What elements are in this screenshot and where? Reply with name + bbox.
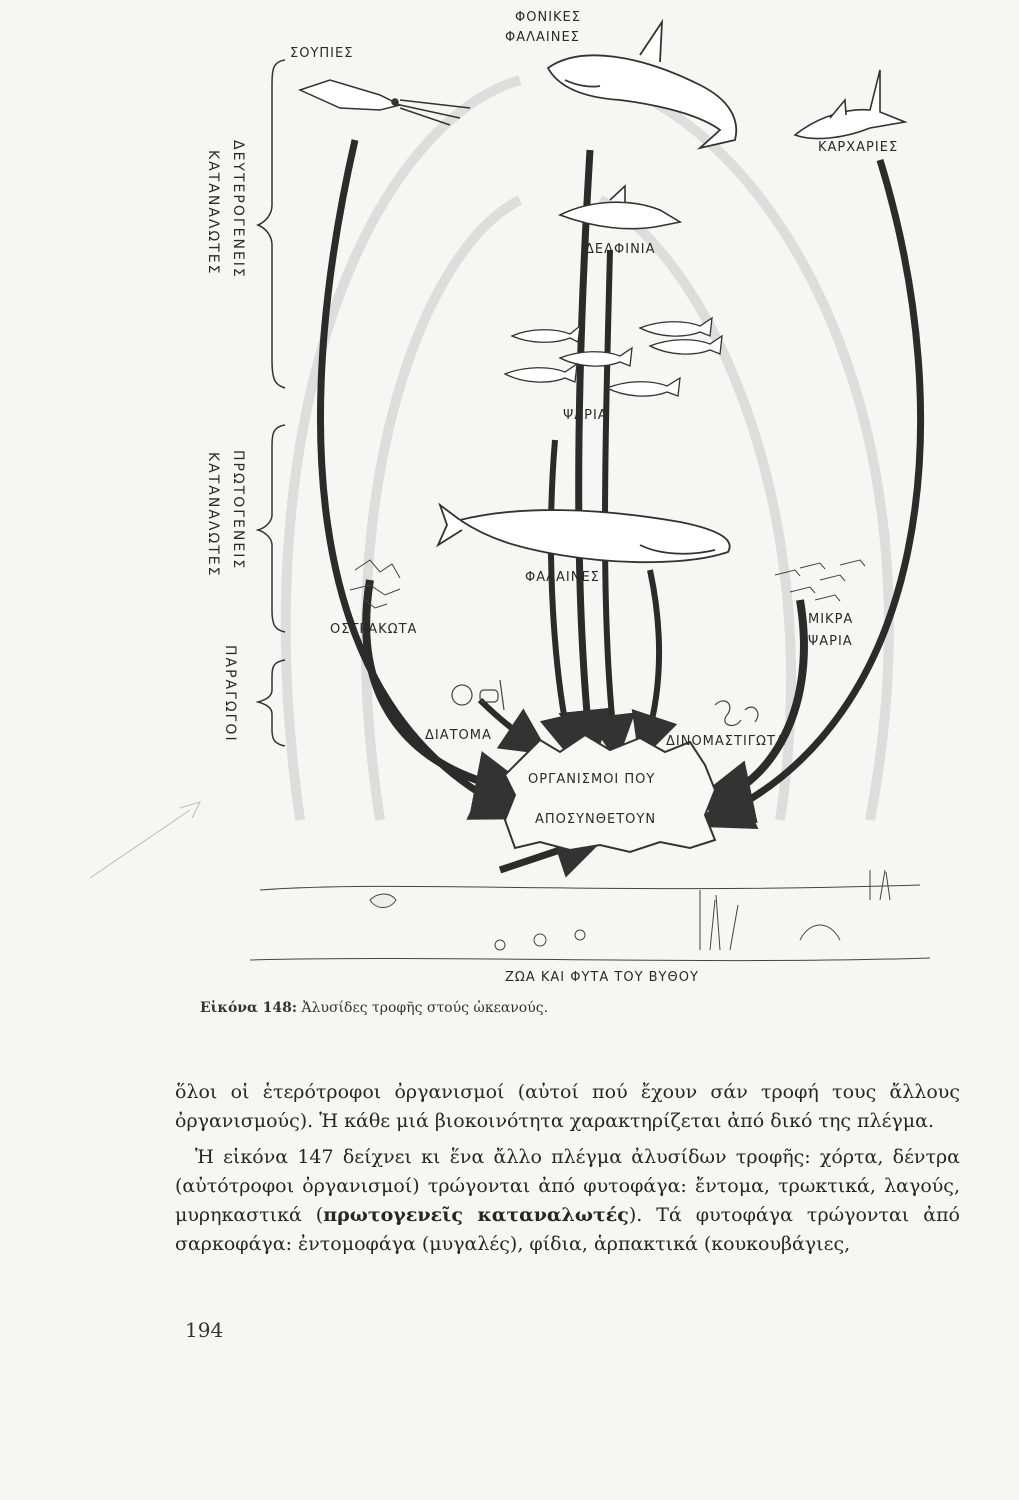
figure-caption <box>200 1000 548 1016</box>
shark-drawing <box>795 70 905 139</box>
label-seabed: ΖΩΑ ΚΑΙ ΦΥΤΑ ΤΟΥ ΒΥΘΟΥ <box>505 970 699 985</box>
side-label-secondary-2: ΚΑΤΑΝΑΛΩΤΕΣ <box>205 150 221 276</box>
crustaceans-drawing <box>350 560 400 608</box>
whale-drawing <box>438 505 730 562</box>
center-arrow-2 <box>605 250 615 745</box>
brace-secondary <box>258 60 285 388</box>
side-label-producers: ΠΑΡΑΓΩΓΟΙ <box>222 645 238 743</box>
label-dolphins: ΔΕΛΦΙΝΙΑ <box>585 242 656 257</box>
label-small-fish-2: ΨΑΡΙΑ <box>808 634 853 649</box>
seabed-drawing <box>250 870 930 961</box>
page-number: 194 <box>185 1318 224 1342</box>
center-arrow-4 <box>645 570 659 745</box>
label-dinoflagellates: ΔΙΝΟΜΑΣΤΙΓΩΤΑ <box>666 734 786 749</box>
diatoms-drawing <box>452 680 504 710</box>
center-arrow-3 <box>551 440 570 745</box>
paragraph-2-bold: πρωτογενεῖς καταναλωτές <box>323 1204 629 1226</box>
squid-drawing <box>300 80 470 125</box>
paragraph-1: ὅλοι οἱ ἑτερότροφοι ὀργανισμοί (αὐτοί πού ἔχουν σάν τροφή τους ἄλλους ὀργανισμούς). Ἡ κάθε μιά βιοκοινότητα χαρακτηρίζεται ἀπό δικό της πλέγμα. <box>175 1081 960 1132</box>
dolphin-drawing <box>560 186 680 229</box>
right-outer-arrow <box>715 160 921 818</box>
label-sharks: ΚΑΡΧΑΡΙΕΣ <box>818 140 899 155</box>
caption-text: Ἀλυσίδες τροφῆς στούς ὠκεανούς. <box>301 1000 549 1016</box>
center-arrow-1 <box>579 150 590 745</box>
fish-school <box>505 318 722 396</box>
label-killer-whales-1: ΦΟΝΙΚΕΣ <box>515 10 581 25</box>
paragraph-2-end: ). Τά φυτοφάγα τρώγονται ἀπό σαρκοφάγα: ἐντομοφάγα (μυγαλές), φίδια, ἁρπακτικά (κουκουβάγιες, <box>175 1204 960 1255</box>
label-fish: ΨΑΡΙΑ <box>563 408 608 423</box>
paragraph-2 <box>175 1143 960 1259</box>
label-decomposers-1: ΟΡΓΑΝΙΣΜΟΙ ΠΟΥ <box>528 772 656 787</box>
left-outer-arrow <box>320 140 510 810</box>
side-label-primary-2: ΚΑΤΑΝΑΛΩΤΕΣ <box>205 452 221 578</box>
label-small-fish-1: ΜΙΚΡΑ <box>808 612 854 627</box>
side-label-secondary-1: ΔΕΥΤΕΡΟΓΕΝΕΙΣ <box>230 140 246 279</box>
label-decomposers-2: ΑΠΟΣΥΝΘΕΤΟΥΝ <box>535 812 657 827</box>
caption-number: Εἰκόνα 148: <box>200 1000 298 1016</box>
body-text <box>175 1078 960 1266</box>
dinoflagellates-drawing <box>715 701 758 726</box>
label-crustaceans: ΟΣΤΡΑΚΩΤΑ <box>330 622 418 637</box>
label-killer-whales-2: ΦΑΛΑΙΝΕΣ <box>505 30 580 45</box>
pencil-mark <box>90 810 190 878</box>
brace-producers <box>258 660 285 746</box>
brace-primary <box>258 425 285 632</box>
label-diatoms: ΔΙΑΤΟΜΑ <box>425 728 492 743</box>
paragraph-2-start: Ἡ εἰκόνα 147 δείχνει κι ἕνα ἄλλο πλέγμα ἀλυσίδων τροφῆς: χόρτα, δέντρα (αὐτότροφοι ὀργανισμοί) τρώγονται ἀπό φυτοφάγα: ἔντομα, τρωκτικά, λαγούς, μυρηκαστικά ( <box>175 1146 960 1226</box>
label-squid: ΣΟΥΠΙΕΣ <box>290 46 354 61</box>
side-label-primary-1: ΠΡΩΤΟΓΕΝΕΙΣ <box>230 450 246 571</box>
left-inner-arrow <box>366 580 515 790</box>
decomposers-burst <box>505 735 715 852</box>
label-whales: ΦΑΛΑΙΝΕΣ <box>525 570 600 585</box>
